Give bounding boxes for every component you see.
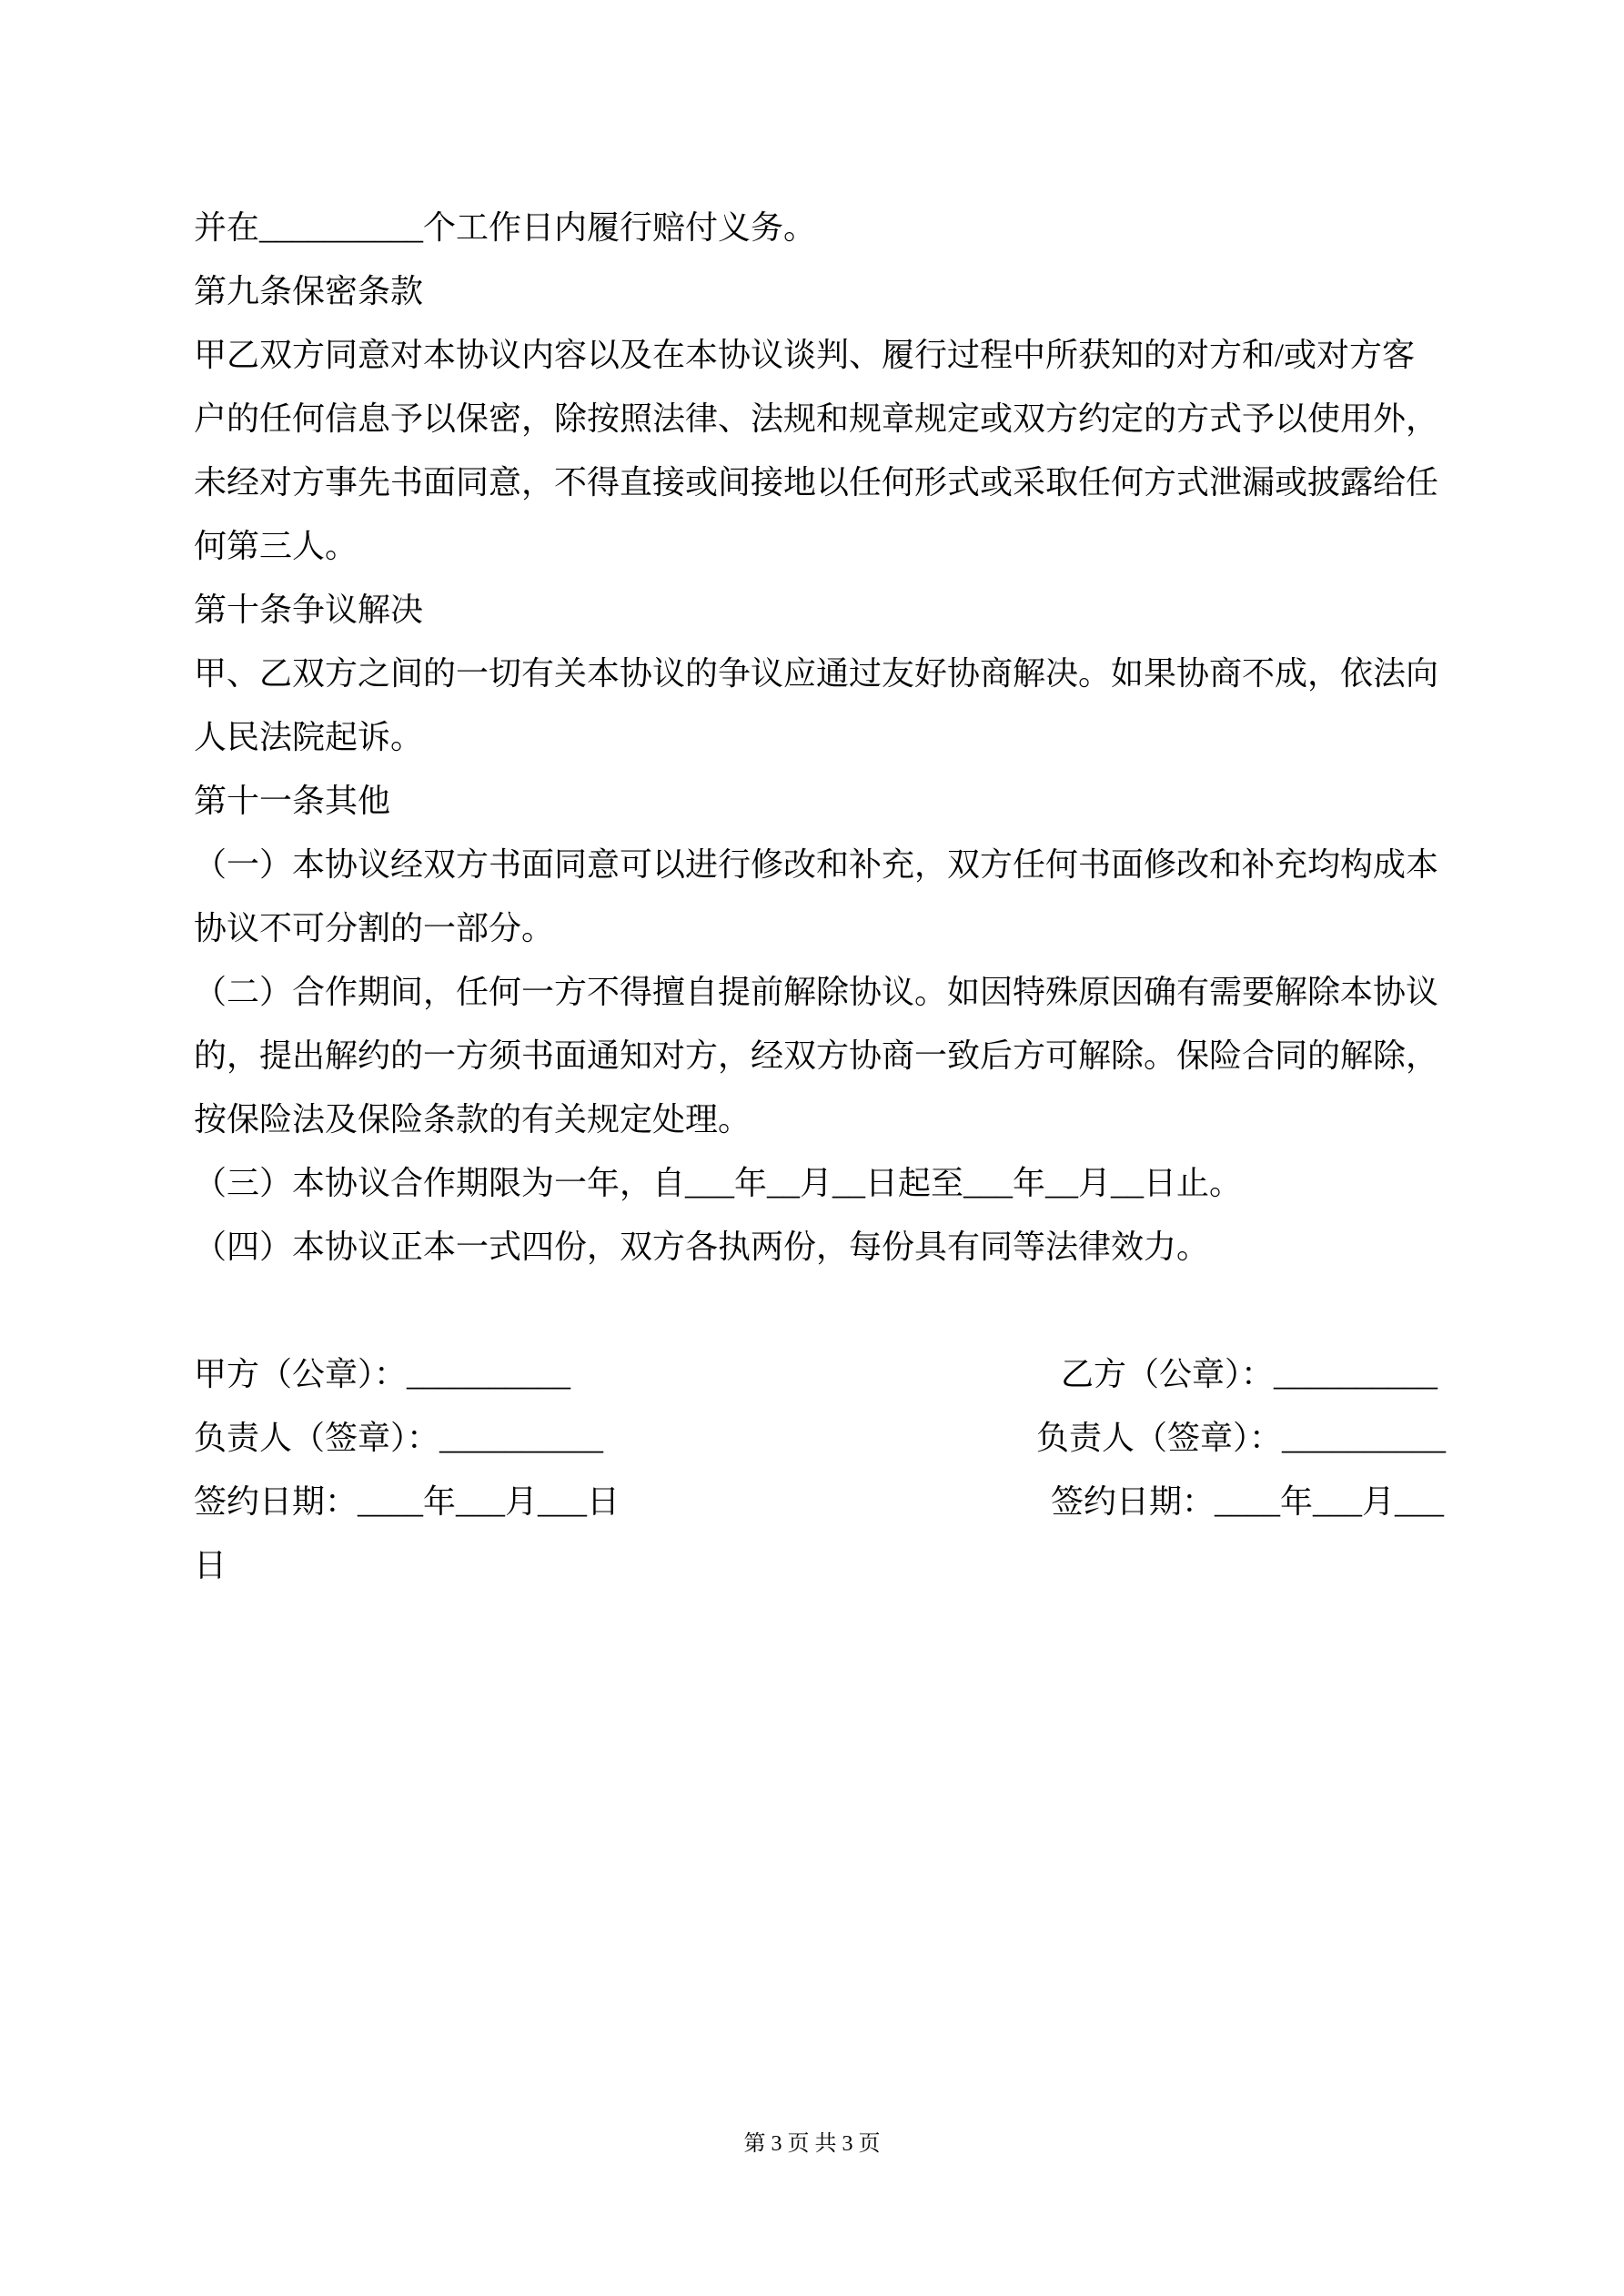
signer-row bbox=[194, 1406, 1447, 1470]
clause-9-paragraph-line-3: 未经对方事先书面同意，不得直接或间接地以任何形式或采取任何方式泄漏或披露给任 bbox=[194, 464, 1439, 501]
clause-11-item-2-line-1: （二）合作期间，任何一方不得擅自提前解除协议。如因特殊原因确有需要解除本协议 bbox=[194, 974, 1439, 1010]
clause-9-paragraph-line-1: 甲乙双方同意对本协议内容以及在本协议谈判、履行过程中所获知的对方和/或对方客 bbox=[194, 337, 1416, 373]
clause-10-heading: 第十条争议解决 bbox=[194, 592, 424, 628]
clause-9-heading: 第九条保密条款 bbox=[194, 273, 424, 309]
clause-11-item-4: （四）本协议正本一式四份，双方各执两份，每份具有同等法律效力。 bbox=[194, 1229, 1210, 1265]
party-a-signer-label: 负责人（签章）：__________ bbox=[194, 1420, 604, 1456]
sign-date-wrap-character: 日 bbox=[194, 1547, 227, 1583]
clause-11-item-1-line-2: 协议不可分割的一部分。 bbox=[194, 910, 555, 946]
party-a-sign-date-label: 签约日期：____年___月___日 bbox=[194, 1483, 620, 1520]
clause-11-heading: 第十一条其他 bbox=[194, 783, 391, 819]
clause-9-paragraph-line-2: 户的任何信息予以保密，除按照法律、法规和规章规定或双方约定的方式予以使用外， bbox=[194, 400, 1439, 437]
seal-row bbox=[194, 1342, 1442, 1406]
fill-in-line-compensation: 并在__________个工作日内履行赔付义务。 bbox=[194, 209, 817, 246]
clause-10-paragraph-line-1: 甲、乙双方之间的一切有关本协议的争议应通过友好协商解决。如果协商不成，依法向 bbox=[194, 655, 1439, 692]
party-b-signer-label: 负责人（签章）：__________ bbox=[1036, 1420, 1447, 1456]
clause-11-item-1-line-1: （一）本协议经双方书面同意可以进行修改和补充，双方任何书面修改和补充均构成本 bbox=[194, 846, 1439, 883]
clause-11-item-2-line-3: 按保险法及保险条款的有关规定处理。 bbox=[194, 1101, 751, 1138]
document-body bbox=[194, 196, 1447, 1597]
party-b-seal-label: 乙方（公章）：__________ bbox=[1061, 1356, 1438, 1392]
sign-date-row bbox=[194, 1470, 1445, 1533]
page-number-footer: 第 3 页 共 3 页 bbox=[743, 2132, 881, 2156]
clause-9-paragraph-line-4: 何第三人。 bbox=[194, 528, 358, 564]
blank-line bbox=[194, 1279, 1442, 1342]
party-b-sign-date-label: 签约日期：____年___月___ bbox=[1051, 1483, 1445, 1520]
party-a-seal-label: 甲方（公章）：__________ bbox=[194, 1356, 571, 1392]
clause-11-item-2-line-2: 的，提出解约的一方须书面通知对方，经双方协商一致后方可解除。保险合同的解除， bbox=[194, 1037, 1439, 1074]
clause-10-paragraph-line-2: 人民法院起诉。 bbox=[194, 719, 424, 755]
clause-11-item-3: （三）本协议合作期限为一年，自___年__月__日起至___年__月__日止。 bbox=[194, 1165, 1243, 1201]
